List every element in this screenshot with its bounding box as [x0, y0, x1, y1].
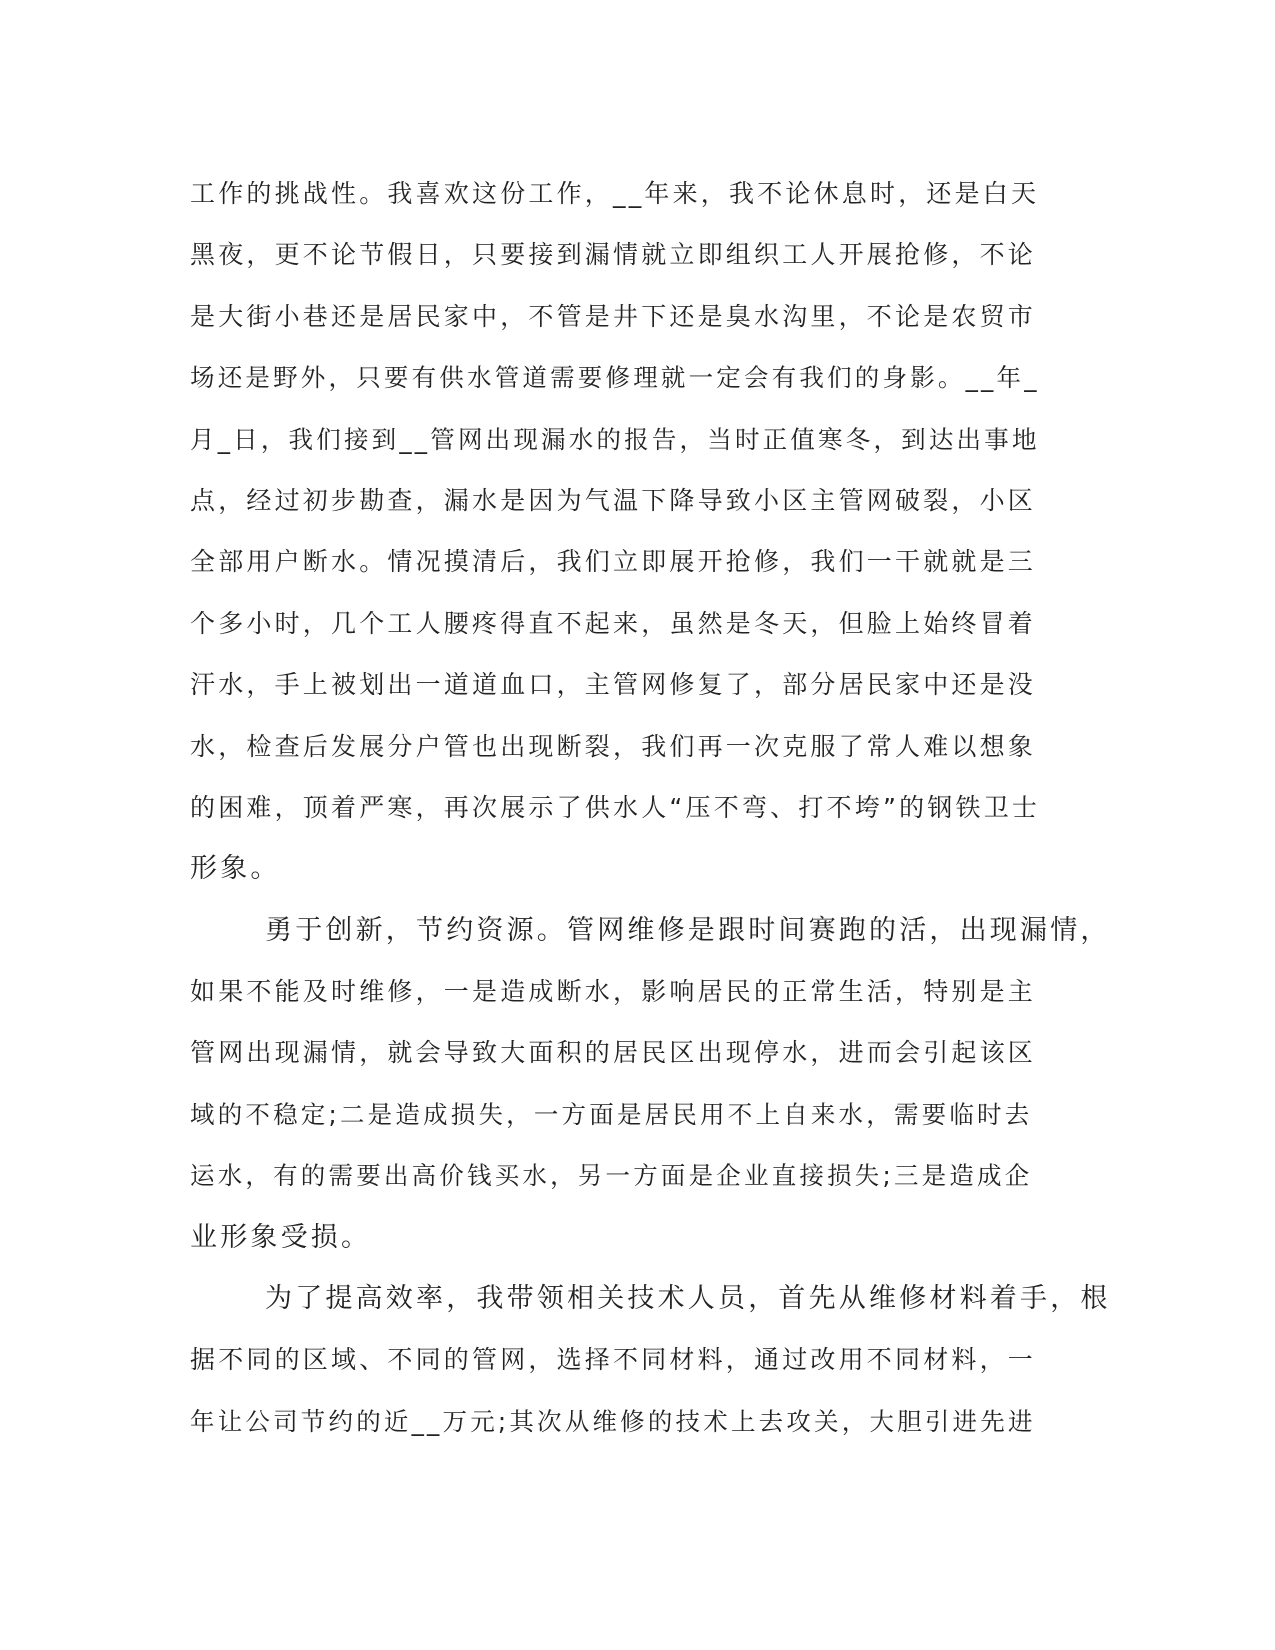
text-line: 个多小时，几个工人腰疼得直不起来，虽然是冬天，但脸上始终冒着: [190, 608, 1037, 638]
text-line: 运水，有的需要出高价钱买水，另一方面是企业直接损失;三是造成企: [190, 1161, 1033, 1191]
text-line: 月_日，我们接到__管网出现漏水的报告，当时正值寒冬，到达出事地: [190, 424, 1040, 454]
text-line: 为了提高效率，我带领相关技术人员，首先从维修材料着手，根: [265, 1283, 1111, 1315]
text-line: 勇于创新，节约资源。管网维修是跟时间赛跑的活，出现漏情，: [265, 914, 1111, 946]
text-line: 据不同的区域、不同的管网，选择不同材料，通过改用不同材料，一: [190, 1345, 1037, 1375]
text-line: 的困难，顶着严寒，再次展示了供水人“压不弯、打不垮”的钢铁卫士: [190, 792, 1041, 822]
text-line: 场还是野外，只要有供水管道需要修理就一定会有我们的身影。__年_: [190, 363, 1040, 393]
text-line: 全部用户断水。情况摸清后，我们立即展开抢修，我们一干就就是三: [190, 547, 1037, 577]
text-line: 如果不能及时维修，一是造成断水，影响居民的正常生活，特别是主: [190, 977, 1037, 1007]
text-line: 黑夜，更不论节假日，只要接到漏情就立即组织工人开展抢修，不论: [190, 240, 1037, 270]
text-line: 年让公司节约的近__万元;其次从维修的技术上去攻关，大胆引进先进: [190, 1406, 1036, 1436]
text-line: 点，经过初步勘查，漏水是因为气温下降导致小区主管网破裂，小区: [190, 485, 1037, 515]
text-line: 是大街小巷还是居民家中，不管是井下还是臭水沟里，不论是农贸市: [190, 301, 1037, 331]
text-line: 汗水，手上被划出一道道血口，主管网修复了，部分居民家中还是没: [190, 670, 1037, 700]
text-line: 管网出现漏情，就会导致大面积的居民区出现停水，进而会引起该区: [190, 1038, 1037, 1068]
text-line: 业形象受损。: [190, 1221, 372, 1253]
text-line: 工作的挑战性。我喜欢这份工作，__年来，我不论休息时，还是白天: [190, 179, 1040, 208]
body-text: [190, 163, 1111, 1452]
text-line: 域的不稳定;二是造成损失，一方面是居民用不上自来水，需要临时去: [190, 1099, 1033, 1129]
text-line: 水，检查后发展分户管也出现断裂，我们再一次克服了常人难以想象: [190, 731, 1037, 761]
text-line: 形象。: [190, 853, 281, 885]
